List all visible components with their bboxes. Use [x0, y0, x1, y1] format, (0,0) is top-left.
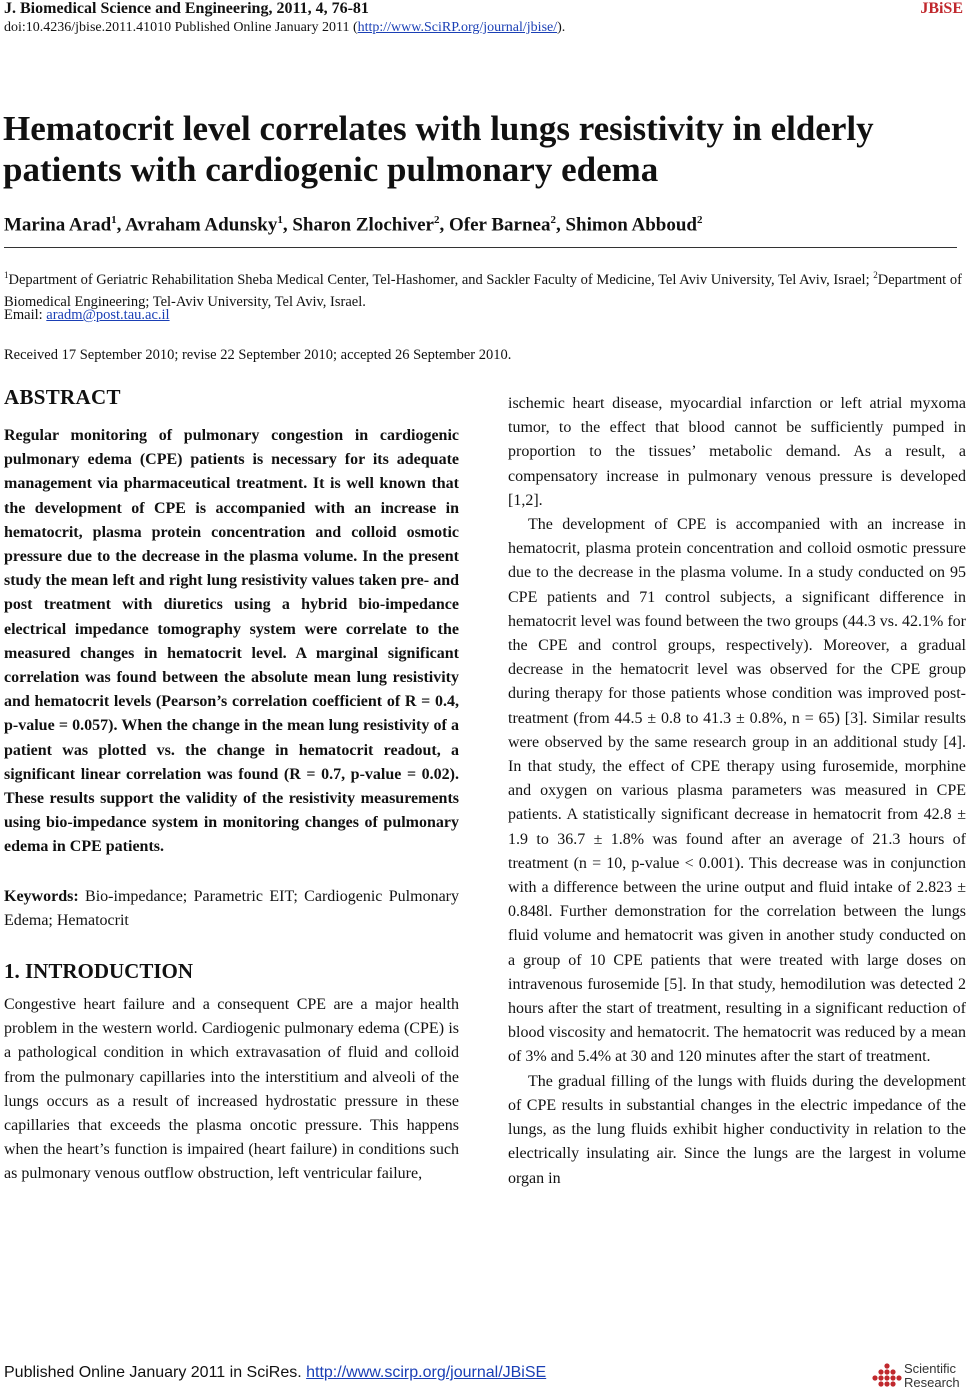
author-name: Shimon Abboud: [565, 214, 697, 236]
left-column: [4, 385, 459, 1187]
journal-link[interactable]: http://www.SciRP.org/journal/jbise/: [357, 20, 558, 35]
intro-heading: 1. INTRODUCTION: [4, 959, 194, 984]
keywords: [4, 885, 459, 933]
abstract-heading: ABSTRACT: [4, 385, 121, 409]
keywords-label: Keywords:: [4, 887, 79, 905]
email-line: [4, 307, 170, 324]
email-label: Email:: [4, 307, 47, 323]
right-column: [508, 392, 966, 1191]
author-name: Ofer Barnea: [448, 214, 551, 236]
abstract-text: Regular monitoring of pulmonary congestion in cardiogenic pulmonary edema (CPE) patients is necessary for its adequate management via pharmaceutical treatment. It is well known that the development of CPE is accompanied with an increase in hematocrit, plasma protein concentration and colloid osmotic pressure due to the decrease in the plasma volume. In the present study the mean left and right lung resistivity values taken pre- and post treatment with diuretics using a hybrid bio-impedance electrical impedance tomography system were correlate to the measured changes in hematocrit level. A marginal significant correlation was found between the absolute mean lung resistivity and hematocrit levels (Pearson’s correlation coefficient of R = 0.4, p-value = 0.057). When the change in the mean lung resistivity of a patient was plotted vs. the change in hematocrit readout, a significant linear correlation was found (R = 0.7, p-value = 0.02). These results support the validity of the resistivity measurements using bio-impedance system in monitoring changes of pulmonary edema in CPE patients.: [4, 427, 459, 856]
affil-sup-1: 1: [4, 270, 9, 280]
author-affiliation-sup: 2: [433, 214, 440, 226]
received-dates: Received 17 September 2010; revise 22 September 2010; accepted 26 September 2010.: [4, 347, 512, 363]
logo-text: [904, 1362, 960, 1390]
author-affiliation-sup: 1: [277, 214, 283, 226]
author-separator: ,: [555, 214, 566, 236]
intro-paragraph-2: The development of CPE is accompanied with an increase in hematocrit, plasma protein concentration and colloid osmotic pressure due to the decrease in the plasma volume. In a study conducted on 95 CPE patients and 71 control subjects, a significant difference in hematocrit level was found between the two groups (44.3 vs. 42.1% for the CPE and control groups, respectively). Moreover, a gradual decrease in the hematocrit level was observed for the CPE group during therapy for those patients whose condition was improved post-treatment (from 44.5 ± 0.8 to 41.3 ± 0.8%, n = 65) [3]. Similar results were observed by the same research group in an additional study [4]. In that study, the effect of CPE therapy using furosemide, morphine and oxygen on various plasma parameters was measured in CPE patients. A statistically significant decrease in hematocrit from 42.8 ± 1.9 to 36.7 ± 1.8% was found after an average of 21.3 hours of treatment (n = 10, p-value < 0.001). This decrease was in conjunction with a difference between the urine output and fluid intake of 2.823 ± 0.848l. Further demonstration for the correlation between the lungs fluid volume and hematocrit was given in another study conducted on a group of 10 CPE patients that were treated with large doses on intravenous furosemide [5]. In that study, hemodilution was detected 2 hours after the start of treatment, resulting in a significant reduction of blood viscosity and hematocrit. The hematocrit was reduced by a mean of 3% and 5.4% at 30 and 120 minutes after the start of treatment.: [508, 516, 966, 1066]
journal-citation: J. Biomedical Science and Engineering, 2011, 4, 76-81: [4, 0, 369, 17]
affiliation-1: Department of Geriatric Rehabilitation Sheba Medical Center, Tel-Hashomer, and Sackler Faculty of Medicine, Tel Aviv University, Tel Aviv, Israel;: [8, 271, 874, 288]
doi-suffix: ).: [557, 20, 566, 35]
publisher-logo-icon: [872, 1360, 902, 1390]
author-name: Avraham Adunsky: [125, 214, 278, 236]
affiliation-2: Department of Biomedical Engineering; Tel-Aviv University, Tel Aviv, Israel.: [4, 271, 962, 310]
footer-link[interactable]: http://www.scirp.org/journal/JBiSE: [306, 1364, 547, 1381]
divider: [4, 247, 957, 248]
logo-line-2: Research: [904, 1375, 960, 1390]
author-separator: ,: [116, 214, 126, 236]
author-separator: ,: [282, 214, 293, 236]
scientific-research-logo: [872, 1360, 964, 1392]
author-list: [4, 214, 702, 236]
author-affiliation-sup: 1: [111, 214, 117, 226]
email-link[interactable]: aradm@post.tau.ac.il: [46, 307, 170, 323]
intro-paragraph-1: Congestive heart failure and a consequent CPE are a major health problem in the western world. Cardiogenic pulmonary edema (CPE) is a pathological condition in which extravasation of fluid and colloid from the pulmonary capillaries into the interstitium and alveoli of the lungs occurs as a result of increased hydrostatic pressure in these capillaries that exceeds the plasma oncotic pressure. This happens when the heart’s function is impaired (heart failure) in conditions such as pulmonary venous outflow obstruction, left ventricular failure,: [4, 996, 459, 1183]
journal-abbrev: JBiSE: [920, 0, 963, 17]
logo-line-1: Scientific: [904, 1361, 957, 1376]
affiliations: [4, 264, 966, 313]
author-affiliation-sup: 2: [696, 214, 703, 226]
doi-text: doi:10.4236/jbise.2011.41010 Published Online January 2011 (: [4, 20, 358, 35]
doi-line: [4, 20, 565, 36]
author-name: Marina Arad: [4, 214, 112, 236]
author-separator: ,: [439, 214, 449, 236]
affil-sup-2: 2: [873, 270, 878, 280]
footer-text: Published Online January 2011 in SciRes.: [4, 1364, 307, 1381]
author-affiliation-sup: 2: [550, 214, 556, 226]
author-name: Sharon Zlochiver: [292, 214, 434, 236]
intro-paragraph-3: The gradual filling of the lungs with fluids during the development of CPE results in substantial changes in the electric impedance of the lungs, as the lung fluids exhibit higher conductivity in relation to the electrically insulating air. Since the lungs are the largest in volume organ in: [508, 1072, 966, 1187]
footer: [4, 1364, 546, 1382]
paper-title: Hematocrit level correlates with lungs resistivity in elderly patients with cardiogenic pulmonary edema: [3, 109, 874, 189]
keywords-text: Bio-impedance; Parametric EIT; Cardiogenic Pulmonary Edema; Hematocrit: [4, 887, 459, 929]
intro-paragraph-1-cont: ischemic heart disease, myocardial infarction or left atrial myxoma tumor, to the effect that blood cannot be sufficiently pumped in proportion to the tissues’ metabolic demand. As a result, a compensatory increase in pulmonary venous pressure is developed [1,2].: [508, 395, 966, 509]
